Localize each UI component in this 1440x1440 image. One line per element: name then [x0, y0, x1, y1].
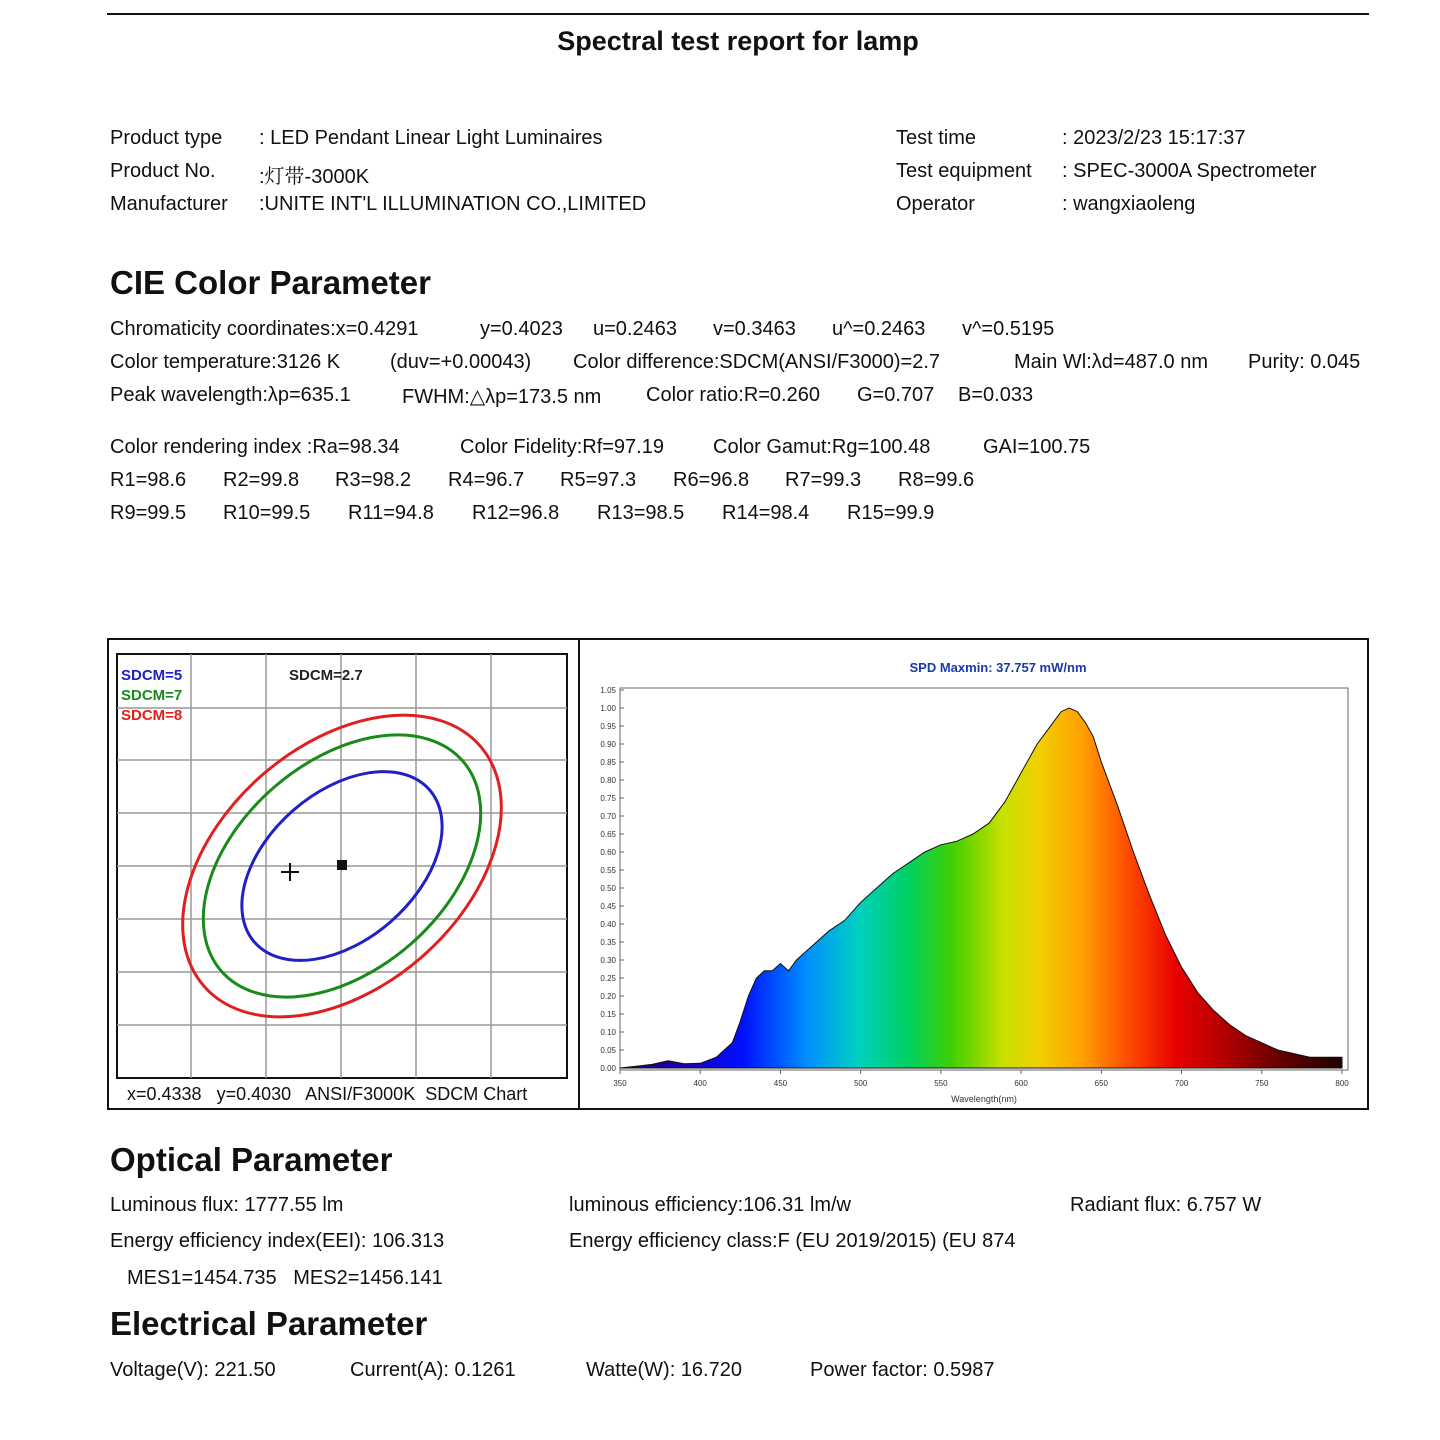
cie-line-3 — [110, 384, 1034, 408]
report-title: Spectral test report for lamp — [557, 26, 919, 56]
cie-value: R2=99.8 — [223, 469, 300, 491]
cie-value: R11=94.8 — [348, 502, 434, 524]
legend-sdcm-7: SDCM=7 — [121, 687, 183, 704]
luminous-efficiency: luminous efficiency:106.31 lm/w — [569, 1194, 851, 1216]
cie-value: R8=99.6 — [898, 469, 975, 491]
cie-value: Chromaticity coordinates:x=0.4291 — [110, 318, 419, 340]
electrical-heading: Electrical Parameter — [110, 1305, 428, 1342]
sdcm-value-label: SDCM=2.7 — [289, 667, 363, 684]
cie-value: B=0.033 — [958, 384, 1034, 406]
sdcm-chart — [107, 638, 580, 1110]
measured-point-marker — [337, 860, 347, 870]
cie-line-1 — [110, 318, 1055, 341]
cie-value: y=0.4023 — [480, 318, 563, 340]
spd-y-tick-label: 0.65 — [600, 830, 616, 839]
spd-y-tick-label: 0.70 — [600, 812, 616, 821]
energy-efficiency-class: Energy efficiency class:F (EU 2019/2015) (EU 874 — [569, 1230, 1016, 1252]
spd-x-tick-label: 500 — [853, 1079, 868, 1088]
spd-x-tick-label: 700 — [1174, 1079, 1189, 1088]
cie-line-6 — [110, 502, 935, 525]
voltage: Voltage(V): 221.50 — [110, 1359, 276, 1381]
cie-value: R10=99.5 — [223, 502, 311, 524]
spd-y-tick-label: 0.00 — [600, 1064, 616, 1073]
spd-y-tick-label: 0.50 — [600, 884, 616, 893]
spd-x-tick-label: 750 — [1255, 1079, 1269, 1088]
spd-x-tick-label: 350 — [613, 1079, 627, 1088]
spd-x-tick-label: 550 — [934, 1079, 948, 1088]
info-label: Test time — [896, 127, 977, 149]
cie-value: Color Gamut:Rg=100.48 — [713, 436, 931, 458]
cie-value: R13=98.5 — [597, 502, 685, 524]
cie-value: R7=99.3 — [785, 469, 862, 491]
cie-value: G=0.707 — [857, 384, 935, 406]
info-value: : LED Pendant Linear Light Luminaires — [259, 127, 603, 149]
spd-x-tick-label: 400 — [693, 1079, 707, 1088]
cie-value: R1=98.6 — [110, 469, 187, 491]
info-value: : SPEC-3000A Spectrometer — [1062, 160, 1317, 182]
cie-value: Color ratio:R=0.260 — [646, 384, 820, 406]
cie-value: R6=96.8 — [673, 469, 750, 491]
cie-value: Main Wl:λd=487.0 nm — [1014, 351, 1208, 373]
spd-x-tick-label: 650 — [1094, 1079, 1109, 1088]
top-rule — [107, 13, 1369, 15]
spd-y-tick-label: 0.05 — [600, 1046, 616, 1055]
spd-y-tick-label: 0.30 — [600, 956, 616, 965]
spd-y-tick-label: 0.45 — [600, 902, 616, 911]
spd-y-tick-label: 0.60 — [600, 848, 616, 857]
info-label: Manufacturer — [110, 193, 228, 215]
cie-value: u^=0.2463 — [832, 318, 926, 340]
spd-y-tick-label: 0.85 — [600, 758, 616, 767]
spd-y-tick-label: 0.95 — [600, 722, 616, 731]
spd-chart — [580, 640, 1367, 1108]
power-factor: Power factor: 0.5987 — [810, 1359, 995, 1381]
spd-x-ticks — [613, 1079, 1349, 1088]
cie-value: GAI=100.75 — [983, 436, 1091, 458]
cie-value: Color Fidelity:Rf=97.19 — [460, 436, 664, 458]
spd-x-tick-label: 450 — [773, 1079, 788, 1088]
cie-value: v^=0.5195 — [962, 318, 1055, 340]
spd-y-tick-label: 0.25 — [600, 974, 616, 983]
info-label: Test equipment — [896, 160, 1032, 182]
info-left-labels — [110, 127, 228, 226]
cie-value: FWHM:△λp=173.5 nm — [402, 386, 602, 408]
info-label: Operator — [896, 193, 975, 215]
cie-line-5 — [110, 469, 975, 492]
spd-x-tick-label: 800 — [1335, 1079, 1349, 1088]
spd-y-tick-label: 0.10 — [600, 1028, 616, 1037]
cie-value: R12=96.8 — [472, 502, 560, 524]
spd-y-ticks — [600, 686, 616, 1073]
cie-value: R9=99.5 — [110, 502, 187, 524]
cie-value: R14=98.4 — [722, 502, 810, 524]
cie-value: (duv=+0.00043) — [390, 351, 532, 373]
spd-y-tick-label: 0.80 — [600, 776, 616, 785]
spd-y-tick-label: 0.55 — [600, 866, 616, 875]
energy-efficiency-index: Energy efficiency index(EEI): 106.313 — [110, 1230, 445, 1252]
cie-value: v=0.3463 — [713, 318, 796, 340]
spd-y-tick-label: 0.20 — [600, 992, 616, 1001]
current: Current(A): 0.1261 — [350, 1359, 516, 1381]
info-value: : 2023/2/23 15:17:37 — [1062, 127, 1246, 149]
cie-heading: CIE Color Parameter — [110, 264, 431, 301]
spd-title: SPD Maxmin: 37.757 mW/nm — [909, 660, 1087, 675]
radiant-flux: Radiant flux: 6.757 W — [1070, 1194, 1262, 1216]
cie-value: Peak wavelength:λp=635.1 — [110, 384, 351, 406]
cie-value: Color difference:SDCM(ANSI/F3000)=2.7 — [573, 351, 941, 373]
cie-value: Purity: 0.045 — [1248, 351, 1361, 373]
legend-sdcm-5: SDCM=5 — [121, 667, 183, 684]
mes-values: MES1=1454.735 MES2=1456.141 — [127, 1267, 443, 1289]
spd-x-label: Wavelength(nm) — [951, 1094, 1017, 1104]
legend-sdcm-8: SDCM=8 — [121, 707, 183, 724]
spd-y-tick-label: 0.15 — [600, 1010, 616, 1019]
spd-y-tick-label: 1.05 — [600, 686, 616, 695]
cie-value: R5=97.3 — [560, 469, 637, 491]
luminous-flux: Luminous flux: 1777.55 lm — [110, 1194, 344, 1216]
spd-x-tick-label: 600 — [1014, 1079, 1028, 1088]
spd-y-tick-label: 0.75 — [600, 794, 616, 803]
info-value: :UNITE INT'L ILLUMINATION CO.,LIMITED — [259, 193, 647, 215]
watt: Watte(W): 16.720 — [586, 1359, 742, 1381]
info-value: : wangxiaoleng — [1062, 193, 1196, 215]
info-value: :灯带-3000K — [259, 166, 370, 188]
cie-value: Color rendering index :Ra=98.34 — [110, 436, 400, 458]
info-label: Product type — [110, 127, 223, 149]
spd-y-tick-label: 0.90 — [600, 740, 616, 749]
cie-value: Color temperature:3126 K — [110, 351, 341, 373]
info-left-values — [259, 127, 646, 226]
cie-line-2 — [110, 351, 1366, 374]
info-right-values — [1062, 127, 1317, 226]
info-label: Product No. — [110, 160, 216, 182]
spd-y-tick-label: 1.00 — [600, 704, 616, 713]
optical-heading: Optical Parameter — [110, 1141, 393, 1178]
cie-value: R3=98.2 — [335, 469, 412, 491]
spd-y-tick-label: 0.40 — [600, 920, 616, 929]
cie-line-4 — [110, 436, 1091, 459]
cie-value: u=0.2463 — [593, 318, 677, 340]
info-right-labels — [896, 127, 1032, 226]
cie-value: R4=96.7 — [448, 469, 525, 491]
sdcm-footer: x=0.4338 y=0.4030 ANSI/F3000K SDCM Chart — [127, 1084, 528, 1104]
cie-value: R15=99.9 — [847, 502, 935, 524]
spd-y-tick-label: 0.35 — [600, 938, 616, 947]
